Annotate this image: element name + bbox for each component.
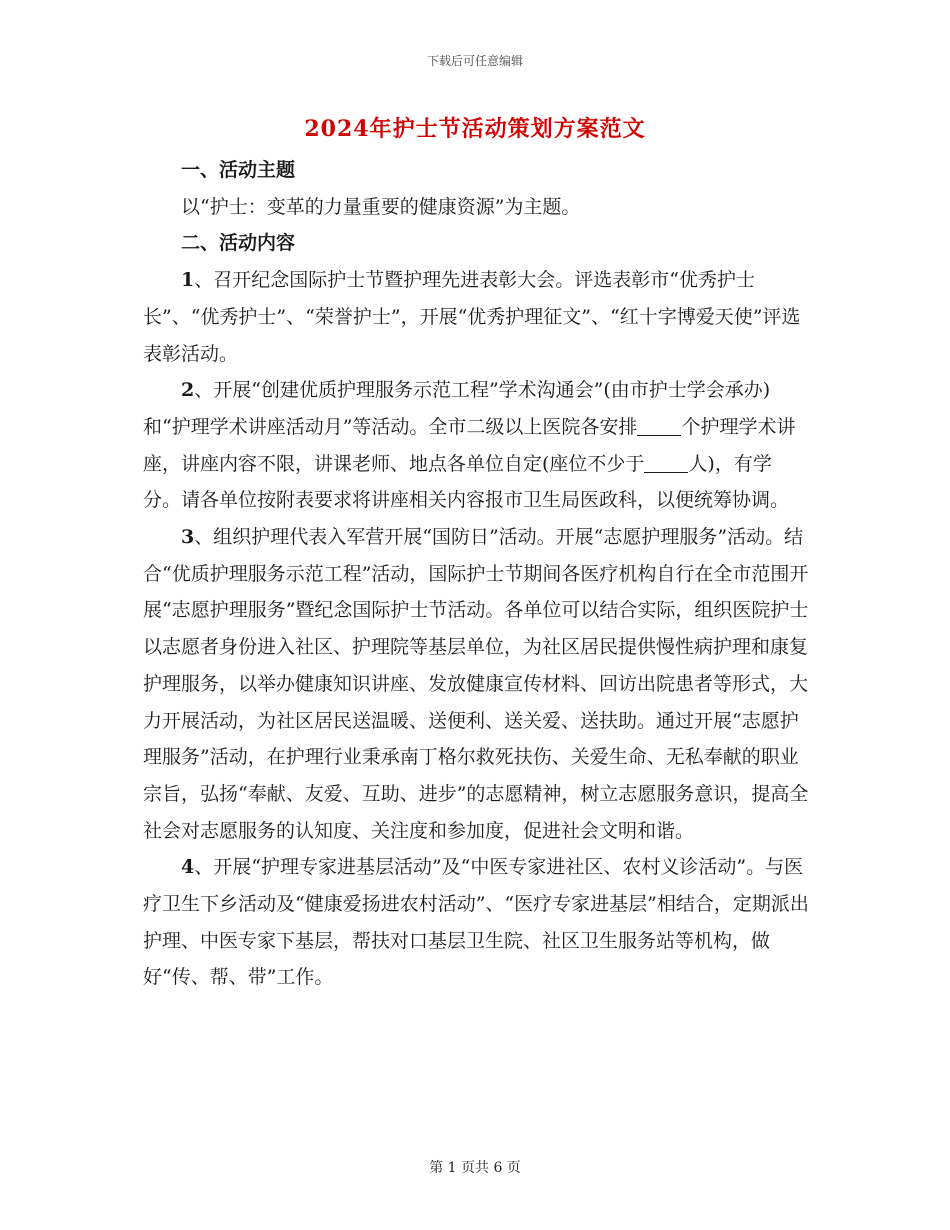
item-number: 1 bbox=[181, 269, 195, 292]
content-item-1 bbox=[143, 262, 809, 372]
blank-seat-count bbox=[644, 453, 688, 473]
content-item-4 bbox=[143, 849, 809, 996]
page-number-footer: 第 1 页共 6 页 bbox=[429, 1160, 521, 1176]
header-note: 下载后可任意编辑 bbox=[426, 54, 523, 68]
item-number: 3 bbox=[181, 526, 195, 549]
section-heading-theme: 一、活动主题 bbox=[181, 159, 296, 181]
content-item-2 bbox=[143, 372, 809, 519]
document-title: 2024年护士节活动策划方案范文 bbox=[304, 116, 646, 142]
theme-paragraph: 以“护士：变革的力量重要的健康资源”为主题。 bbox=[181, 195, 581, 218]
content-item-3 bbox=[143, 519, 809, 849]
blank-lecture-count bbox=[637, 416, 681, 436]
item-number: 4 bbox=[181, 856, 195, 879]
item-text-part-a: 、开展“创建优质护理服务示范工程”学术沟通会”(由市护士学会承办)和“护理学术讲座活动月”等活动。全市二级以上医院各安排 bbox=[143, 379, 771, 438]
item-text-part-c: 人)，有学分。请各单位按附表要求将讲座相关内容报市卫生局医政科，以便统筹协调。 bbox=[143, 452, 790, 512]
section-heading-content: 二、活动内容 bbox=[181, 232, 296, 255]
item-text: 、召开纪念国际护士节暨护理先进表彰大会。评选表彰市“优秀护士长”、“优秀护士”、“荣誉护士”，开展“优秀护理征文”、“红十字博爱天使”评选表彰活动。 bbox=[143, 269, 801, 365]
item-number: 2 bbox=[181, 379, 195, 402]
item-text-part-b: 个护理学术讲座，讲座内容不限，讲课老师、地点各单位自定(座位不少于 bbox=[143, 415, 796, 475]
item-text: 、开展“护理专家进基层活动”及“中医专家进社区、农村义诊活动”。与医疗卫生下乡活动及“健康爱扬进农村活动”、“医疗专家进基层”相结合，定期派出护理、中医专家下基层，帮扶对口基层卫生院、社区卫生服务站等机构，做好“传、帮、带”工作。 bbox=[143, 856, 809, 989]
document-body bbox=[143, 152, 809, 996]
item-text: 、组织护理代表入军营开展“国防日”活动。开展“志愿护理服务”活动。结合“优质护理服务示范工程”活动，国际护士节期间各医疗机构自行在全市范围开展“志愿护理服务”暨纪念国际护士节活动。各单位可以结合实际，组织医院护士以志愿者身份进入社区、护理院等基层单位，为社区居民提供慢性病护理和康复护理服务，以举办健康知识讲座、发放健康宣传材料、回访出院患者等形式，大力开展活动，为社区居民送温暖、送便利、送关爱、送扶助。通过开展“志愿护理服务”活动，在护理行业秉承南丁格尔救死扶伤、关爱生命、无私奉献的职业宗旨，弘扬“奉献、友爱、互助、进步”的志愿精神，树立志愿服务意识，提高全社会对志愿服务的认知度、关注度和参加度，促进社会文明和谐。 bbox=[143, 526, 809, 842]
